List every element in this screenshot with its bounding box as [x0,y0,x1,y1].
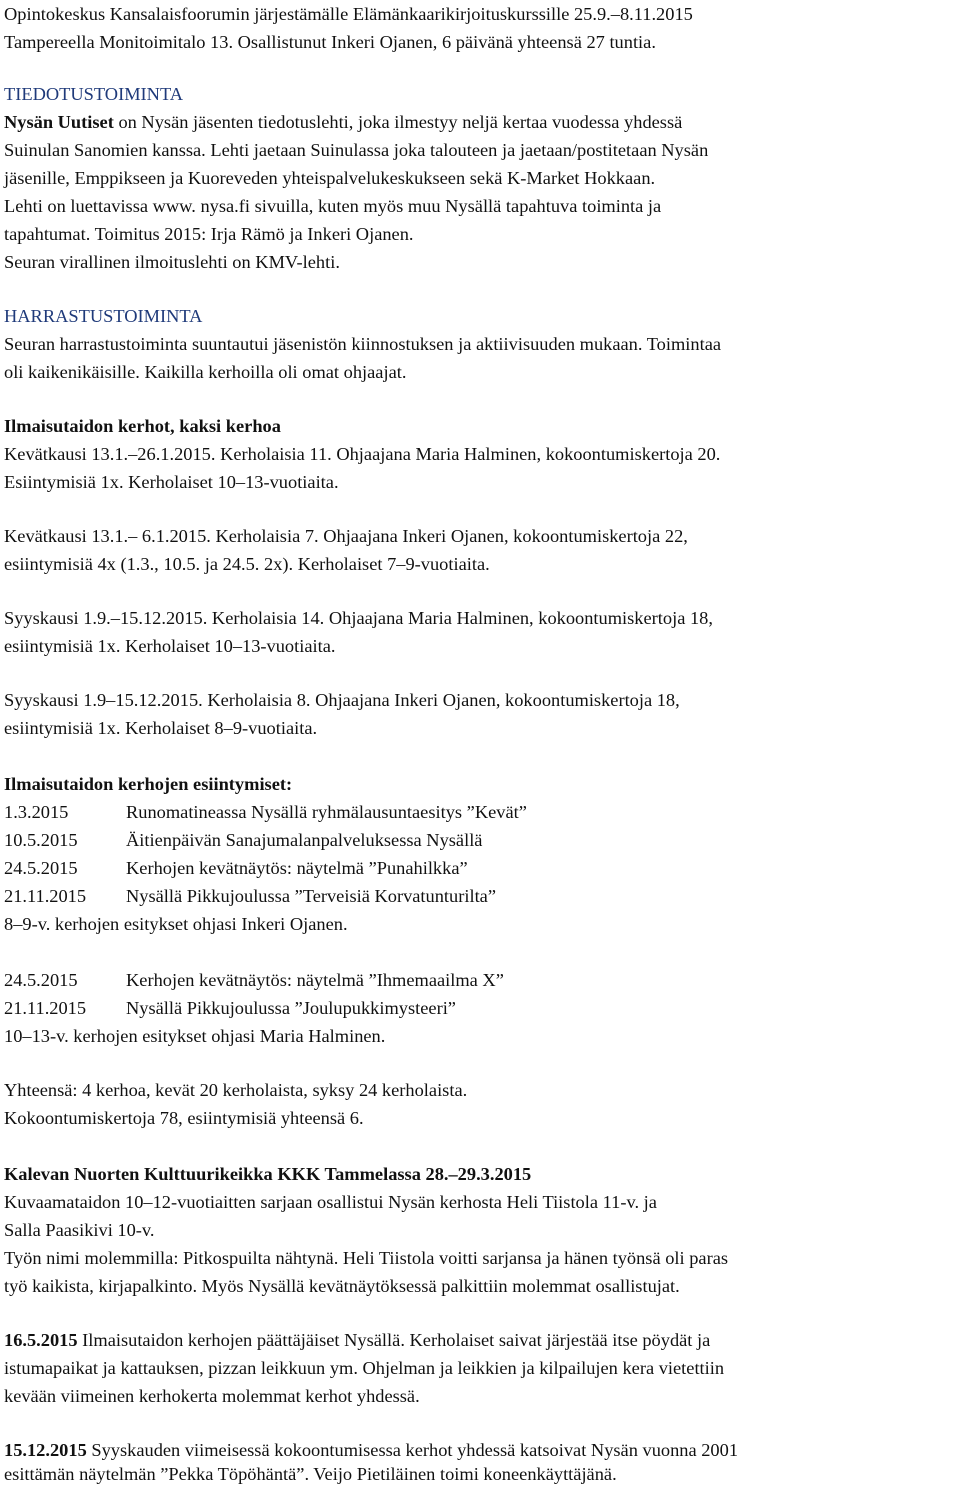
paattajaiset-line-1-rest: Ilmaisutaidon kerhojen päättäjäiset Nysällä. Kerholaiset saivat järjestää itse pöydät ja [77,1330,711,1350]
tiedotus-line-1 [4,108,682,136]
esiintyminen-date: 24.5.2015 [4,970,78,990]
harrastus-line-2: oli kaikenikäisille. Kaikilla kerhoilla oli omat ohjaajat. [4,362,407,382]
kerhot-heading: Ilmaisutaidon kerhot, kaksi kerhoa [4,416,281,436]
intro-line-1: Opintokeskus Kansalaisfoorumin järjestämälle Elämänkaarikirjoituskurssille 25.9.–8.11.2015 [4,4,693,24]
esiintymiset-note-2: 10–13-v. kerhojen esitykset ohjasi Maria Halminen. [4,1026,386,1046]
esiintymiset-note-1: 8–9-v. kerhojen esitykset ohjasi Inkeri Ojanen. [4,914,348,934]
esiintyminen-text: Runomatineassa Nysällä ryhmälausuntaesitys ”Kevät” [126,802,527,822]
kerho-1-line-1: Kevätkausi 13.1.–26.1.2015. Kerholaisia 11. Ohjaajana Maria Halminen, kokoontumiskertoja 20. [4,444,721,464]
yhteensa-line-2: Kokoontumiskertoja 78, esiintymisiä yhteensä 6. [4,1108,364,1128]
tiedotus-heading: TIEDOTUSTOIMINTA [4,84,184,104]
paattajaiset-date: 16.5.2015 [4,1330,78,1350]
tiedotus-line-6: Seuran virallinen ilmoituslehti on KMV-lehti. [4,252,340,272]
paattajaiset-line-1 [4,1326,710,1354]
tiedotus-line-1-rest: on Nysän jäsenten tiedotuslehti, joka ilmestyy neljä kertaa vuodessa yhdessä [113,112,683,132]
kerho-3-line-1: Syyskausi 1.9.–15.12.2015. Kerholaisia 14. Ohjaajana Maria Halminen, kokoontumiskertoja 18, [4,608,713,628]
harrastus-heading: HARRASTUSTOIMINTA [4,306,203,326]
syyskausi-loppu-line-2: esittämän näytelmän ”Pekka Töpöhäntä”. Veijo Pietiläinen toimi koneenkäyttäjänä. [4,1464,617,1484]
kkk-line-3: Työn nimi molemmilla: Pitkospuilta nähtynä. Heli Tiistola voitti sarjansa ja hänen työnsä oli paras [4,1248,729,1268]
kerho-4-line-2: esiintymisiä 1x. Kerholaiset 8–9-vuotiaita. [4,718,318,738]
kkk-heading: Kalevan Nuorten Kulttuurikeikka KKK Tammelassa 28.–29.3.2015 [4,1164,532,1184]
esiintyminen-text: Kerhojen kevätnäytös: näytelmä ”Ihmemaailma X” [126,970,504,990]
esiintyminen-row [4,854,468,882]
esiintyminen-text: Nysällä Pikkujoulussa ”Joulupukkimysteeri” [126,998,456,1018]
esiintyminen-text: Äitienpäivän Sanajumalanpalveluksessa Nysällä [126,830,483,850]
esiintyminen-row [4,826,482,854]
kerho-3-line-2: esiintymisiä 1x. Kerholaiset 10–13-vuotiaita. [4,636,336,656]
nysan-uutiset-bold: Nysän Uutiset [4,112,114,132]
tiedotus-line-4: Lehti on luettavissa www. nysa.fi sivuilla, kuten myös muu Nysällä tapahtuva toiminta ja [4,196,662,216]
syyskausi-loppu-line-1-rest: Syyskauden viimeisessä kokoontumisessa kerhot yhdessä katsoivat Nysän vuonna 2001 [86,1440,739,1460]
kkk-line-2: Salla Paasikivi 10-v. [4,1220,155,1240]
esiintyminen-row [4,994,456,1022]
syyskausi-loppu-date: 15.12.2015 [4,1440,87,1460]
esiintymiset-heading: Ilmaisutaidon kerhojen esiintymiset: [4,774,293,794]
esiintyminen-date: 24.5.2015 [4,858,78,878]
esiintyminen-row [4,966,504,994]
tiedotus-line-5: tapahtumat. Toimitus 2015: Irja Rämö ja Inkeri Ojanen. [4,224,414,244]
kerho-4-line-1: Syyskausi 1.9–15.12.2015. Kerholaisia 8. Ohjaajana Inkeri Ojanen, kokoontumiskertoja 18, [4,690,680,710]
kerho-2-line-2: esiintymisiä 4x (1.3., 10.5. ja 24.5. 2x). Kerholaiset 7–9-vuotiaita. [4,554,490,574]
esiintyminen-date: 1.3.2015 [4,802,69,822]
kkk-line-1: Kuvaamataidon 10–12-vuotiaitten sarjaan osallistui Nysän kerhosta Heli Tiistola 11-v. ja [4,1192,657,1212]
kerho-1-line-2: Esiintymisiä 1x. Kerholaiset 10–13-vuotiaita. [4,472,339,492]
esiintyminen-date: 21.11.2015 [4,998,87,1018]
kkk-line-4: työ kaikista, kirjapalkinto. Myös Nysällä kevätnäytöksessä palkittiin molemmat osallistujat. [4,1276,680,1296]
esiintyminen-text: Nysällä Pikkujoulussa ”Terveisiä Korvatunturilta” [126,886,497,906]
esiintyminen-row [4,798,527,826]
tiedotus-line-3: jäsenille, Emppikseen ja Kuoreveden yhteispalvelukeskukseen sekä K-Market Hokkaan. [4,168,656,188]
paattajaiset-line-3: kevään viimeinen kerhokerta molemmat kerhot yhdessä. [4,1386,420,1406]
kerho-2-line-1: Kevätkausi 13.1.– 6.1.2015. Kerholaisia 7. Ohjaajana Inkeri Ojanen, kokoontumiskertoja 22, [4,526,688,546]
tiedotus-line-2: Suinulan Sanomien kanssa. Lehti jaetaan Suinulassa joka talouteen ja jaetaan/postitetaan Nysän [4,140,709,160]
harrastus-line-1: Seuran harrastustoiminta suuntautui jäsenistön kiinnostuksen ja aktiivisuuden mukaan. Toimintaa [4,334,722,354]
paattajaiset-line-2: istumapaikat ja kattauksen, pizzan leikkuun ym. Ohjelman ja leikkien ja kilpailujen kera vietettiin [4,1358,725,1378]
intro-line-2: Tampereella Monitoimitalo 13. Osallistunut Inkeri Ojanen, 6 päivänä yhteensä 27 tuntia. [4,32,656,52]
yhteensa-line-1: Yhteensä: 4 kerhoa, kevät 20 kerholaista, syksy 24 kerholaista. [4,1080,468,1100]
esiintyminen-date: 10.5.2015 [4,830,78,850]
esiintyminen-text: Kerhojen kevätnäytös: näytelmä ”Punahilkka” [126,858,468,878]
esiintyminen-date: 21.11.2015 [4,886,87,906]
esiintyminen-row [4,882,496,910]
